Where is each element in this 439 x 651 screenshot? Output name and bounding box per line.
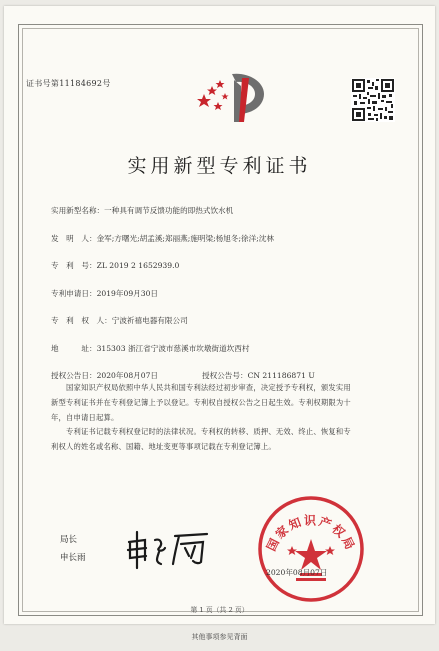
field-address: 地 址：315303 浙江省宁波市慈溪市坎墩街道坎西村 xyxy=(51,344,250,353)
field-inventors: 发 明 人：金军;方曙光;胡孟溪;郑丽燕;施明梁;杨旭冬;徐洋;沈林 xyxy=(51,234,274,243)
director-signature-icon xyxy=(119,526,219,571)
page-title: 实用新型专利证书 xyxy=(127,155,312,177)
cnipa-logo-icon xyxy=(194,66,269,126)
statement-paragraph-1: 国家知识产权局依照中华人民共和国专利法经过初步审查，决定授予专利权，颁发实用 新型专利证书并在专利登记簿上予以登记。专利权自授权公告之日起生效。专利权期限为十 年，自申请日起算。 xyxy=(51,383,351,422)
field-name: 实用新型名称：一种具有调节反馈功能的即热式饮水机 xyxy=(51,206,234,215)
page-indicator: 第 1 页（共 2 页） xyxy=(190,606,249,614)
field-patent-number: 专 利 号：ZL 2019 2 1652939.0 xyxy=(51,261,180,270)
official-seal-icon xyxy=(256,494,366,604)
statement-paragraph-2: 专利证书记载专利权登记时的法律状况。专利权的转移、质押、无效、终止、恢复和专 利权人的姓名或名称、国籍、地址变更等事项记载在专利登记簿上。 xyxy=(51,427,351,451)
director-name: 申长雨 xyxy=(60,553,86,563)
certificate-number: 证书号第11184692号 xyxy=(26,79,111,88)
field-patentee: 专 利 权 人：宁波祈禧电器有限公司 xyxy=(51,316,188,325)
field-grant-date: 授权公告日：2020年08月07日 授权公告号：CN 211186871 U xyxy=(51,371,315,380)
seal-date: 2020年08月07日 xyxy=(266,568,328,577)
director-title: 局长 xyxy=(60,535,78,545)
field-application-date: 专利申请日：2019年09月30日 xyxy=(51,289,158,298)
seal-text: 国家知识产权局 xyxy=(263,513,359,554)
certificate-page xyxy=(4,6,435,624)
qr-code-icon xyxy=(351,78,395,122)
footer-note: 其他事项参见背面 xyxy=(191,633,248,641)
